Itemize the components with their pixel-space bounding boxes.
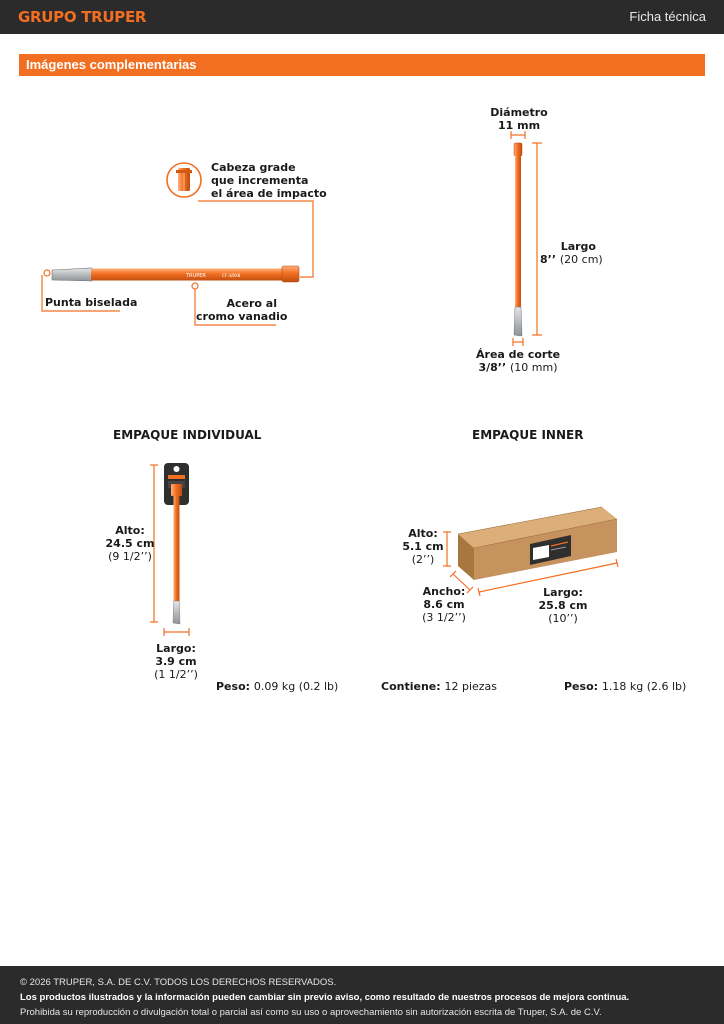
footer-notice: Los productos ilustrados y la información pueden cambiar sin previo aviso, como resultado de nuestros procesos de mejora continua. (20, 992, 630, 1003)
individual-height-dimension (104, 524, 156, 563)
head-label-line-1: Cabeza grade (211, 161, 296, 174)
individual-weight (216, 680, 338, 693)
inner-contains-label: Contiene: (381, 680, 441, 693)
individual-height-label: Alto: (115, 524, 145, 537)
brand-logo: GRUPO TRUPER (18, 8, 147, 26)
footer (0, 966, 724, 1024)
inner-weight-value: 1.18 kg (2.6 lb) (601, 680, 687, 693)
inner-weight-label: Peso: (564, 680, 599, 693)
length-label: Largo (560, 240, 596, 253)
individual-height-imperial: (9 1/2’’) (108, 550, 152, 563)
inner-contains (381, 680, 497, 693)
inner-length-value: 25.8 cm (538, 599, 588, 612)
diameter-value: 11 mm (497, 119, 541, 132)
individual-height-value: 24.5 cm (105, 537, 155, 550)
inner-width-imperial: (3 1/2’’) (422, 611, 466, 624)
head-label (211, 161, 327, 200)
individual-length-dimension (150, 642, 202, 681)
tip-label: Punta biselada (45, 296, 138, 309)
inner-height-imperial: (2’’) (411, 553, 435, 566)
inner-package-title: EMPAQUE INNER (472, 428, 584, 442)
inner-width-value: 8.6 cm (423, 598, 465, 611)
head-label-line-2: que incrementa (211, 174, 309, 187)
inner-length-label: Largo: (543, 586, 583, 599)
inner-length-imperial: (10’’) (548, 612, 578, 625)
cut-area-dimension (476, 348, 560, 374)
inner-width-label: Ancho: (422, 585, 466, 598)
material-label (196, 297, 288, 323)
length-dimension (540, 240, 603, 266)
head-label-line-3: el área de impacto (211, 187, 327, 200)
footer-legal: Prohibida su reproducción o divulgación total o parcial así como su uso o aprovechamiento sin autorización escrita de Truper, S.A. de C.V. (20, 1007, 602, 1018)
individual-weight-label: Peso: (216, 680, 251, 693)
material-label-line-1: Acero al (226, 297, 277, 310)
document-type: Ficha técnica (629, 9, 706, 24)
inner-height-dimension (401, 527, 445, 566)
inner-weight (564, 680, 686, 693)
diameter-label: Diámetro (490, 106, 548, 119)
individual-package-title: EMPAQUE INDIVIDUAL (113, 428, 262, 442)
footer-copyright: © 2026 TRUPER, S.A. DE C.V. TODOS LOS DERECHOS RESERVADOS. (20, 977, 337, 988)
length-value: 8’’ (540, 253, 557, 266)
inner-package-box (458, 507, 617, 580)
inner-length-dimension (537, 586, 589, 625)
chisel-vertical (514, 143, 522, 336)
inner-height-label: Alto: (408, 527, 438, 540)
shaft-print-code: CF-3/8X8 (222, 273, 241, 278)
individual-length-label: Largo: (156, 642, 196, 655)
material-label-line-2: cromo vanadio (196, 310, 288, 323)
individual-length-value: 3.9 cm (155, 655, 197, 668)
individual-length-imperial: (1 1/2’’) (154, 668, 198, 681)
inner-width-dimension (418, 585, 470, 624)
individual-package (164, 463, 189, 624)
individual-weight-value: 0.09 kg (0.2 lb) (253, 680, 339, 693)
length-value-metric: (20 cm) (559, 253, 603, 266)
diameter-dimension (488, 106, 550, 132)
cut-value-metric: (10 mm) (510, 361, 558, 374)
chisel-horizontal (52, 266, 299, 282)
section-title: Imágenes complementarias (26, 57, 197, 72)
inner-contains-value: 12 piezas (444, 680, 498, 693)
shaft-print-brand: TRUPER (186, 273, 206, 279)
cut-value: 3/8’’ (478, 361, 507, 374)
inner-height-value: 5.1 cm (402, 540, 444, 553)
cut-label: Área de corte (476, 348, 561, 361)
